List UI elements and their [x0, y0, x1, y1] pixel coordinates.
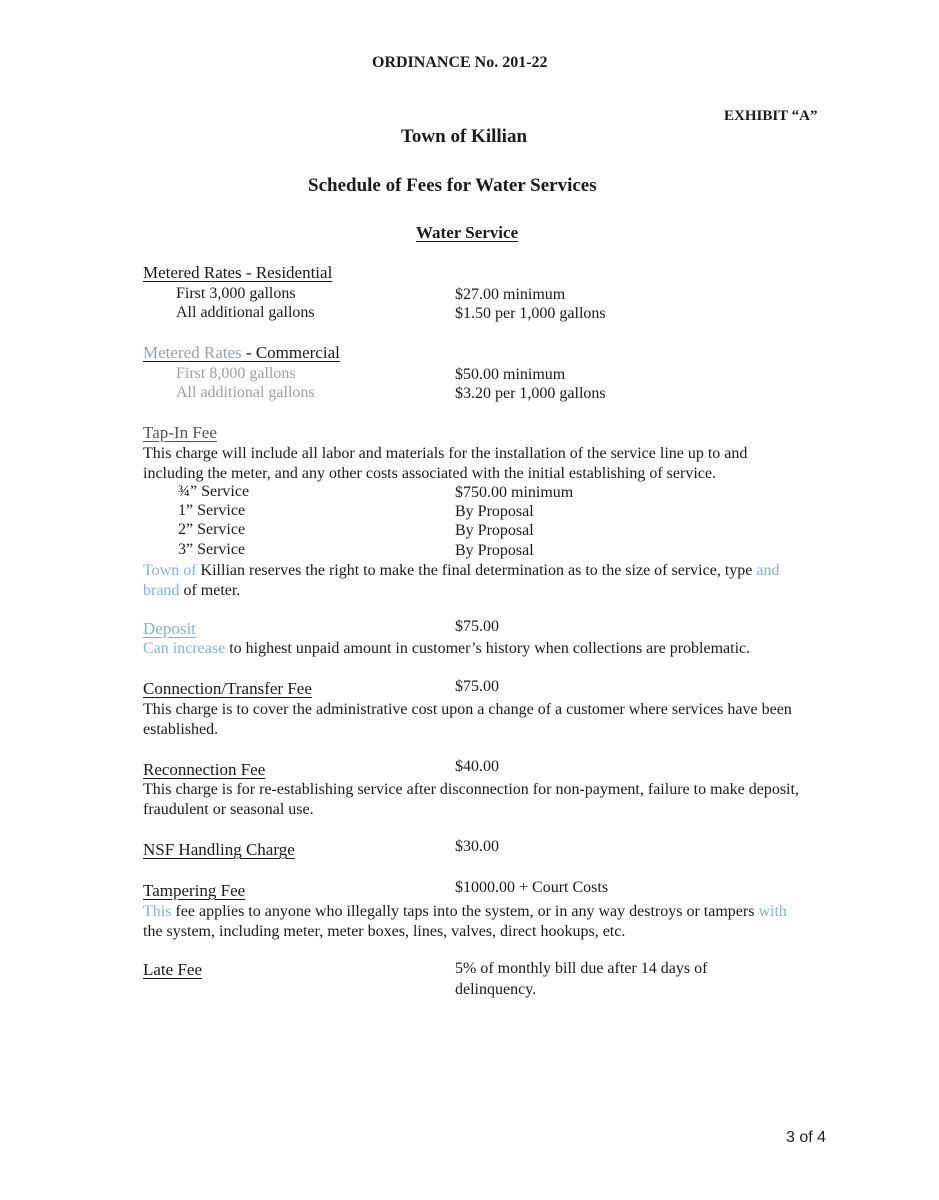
tap-in-note-end: of meter.	[179, 581, 241, 599]
commercial-row-value: $3.20 per 1,000 gallons	[455, 385, 606, 402]
deposit-amount: $75.00	[455, 618, 499, 635]
tap-in-row-value: By Proposal	[455, 522, 534, 539]
commercial-heading-faded: Metered Rates	[143, 343, 242, 362]
tap-in-row-label: 3” Service	[178, 541, 246, 558]
deposit-description-text: to highest unpaid amount in customer’s history when collections are problematic.	[225, 640, 751, 657]
document-title: Schedule of Fees for Water Services	[308, 175, 597, 196]
tampering-fee-description	[143, 902, 803, 941]
reconnection-fee-heading: Reconnection Fee	[143, 760, 266, 779]
tap-in-row-value: By Proposal	[455, 503, 534, 520]
reconnection-fee-amount: $40.00	[455, 758, 499, 775]
deposit-description-faded: Can increase	[143, 640, 226, 657]
tap-in-row-label: 2” Service	[178, 521, 246, 538]
page-number: 3 of 4	[786, 1129, 827, 1146]
late-fee-amount-line2: delinquency.	[455, 981, 537, 998]
deposit-description	[143, 639, 803, 659]
tap-in-note-faded: and brand	[143, 562, 780, 599]
tap-in-description: This charge will include all labor and materials for the installation of the service line up to and including the meter, and any other costs associated with the initial establishing of service.	[143, 445, 748, 482]
tap-in-heading: Tap-In Fee	[143, 423, 217, 442]
commercial-heading	[143, 343, 340, 363]
deposit-heading: Deposit	[143, 619, 196, 638]
section-heading: Water Service	[416, 223, 519, 242]
tap-in-row-value: $750.00 minimum	[455, 484, 574, 501]
tampering-fee-heading: Tampering Fee	[143, 881, 246, 900]
commercial-row-label: First 8,000 gallons	[176, 365, 296, 382]
tap-in-row-value: By Proposal	[455, 542, 534, 559]
residential-row-value: $27.00 minimum	[455, 286, 566, 303]
connection-fee-amount: $75.00	[455, 678, 499, 695]
residential-row-label: All additional gallons	[176, 304, 315, 321]
connection-fee-heading: Connection/Transfer Fee	[143, 679, 312, 698]
exhibit-label: EXHIBIT “A”	[724, 108, 818, 124]
late-fee-amount-line1: 5% of monthly bill due after 14 days of	[455, 960, 708, 977]
commercial-row-value: $50.00 minimum	[455, 366, 566, 383]
tap-in-note-text: Killian reserves the right to make the final determination as to the size of service, type	[196, 562, 757, 579]
ordinance-number: ORDINANCE No. 201-22	[372, 54, 548, 71]
tampering-description-text: the system, including meter, meter boxes, lines, valves, direct hookups, etc.	[143, 922, 626, 940]
commercial-row-label: All additional gallons	[176, 384, 315, 401]
commercial-heading-rest: - Commercial	[241, 343, 340, 362]
town-name: Town of Killian	[401, 126, 528, 147]
tap-in-note	[143, 561, 803, 600]
nsf-charge-amount: $30.00	[455, 838, 499, 855]
tap-in-note-faded: Town of	[143, 562, 197, 579]
nsf-charge-heading: NSF Handling Charge	[143, 840, 295, 859]
tap-in-row-label: 1” Service	[178, 502, 246, 519]
tampering-description-faded: This	[143, 903, 172, 920]
tampering-description-text: fee applies to anyone who illegally taps into the system, or in any way destroys or tampers	[171, 903, 759, 920]
tampering-fee-amount: $1000.00 + Court Costs	[455, 879, 609, 896]
residential-row-value: $1.50 per 1,000 gallons	[455, 305, 606, 322]
tampering-description-faded: with	[758, 903, 787, 920]
late-fee-heading: Late Fee	[143, 960, 202, 979]
connection-fee-description: This charge is to cover the administrative cost upon a change of a customer where services have been established.	[143, 701, 792, 738]
residential-heading: Metered Rates - Residential	[143, 263, 333, 282]
tap-in-row-label: ¾” Service	[178, 483, 250, 500]
residential-row-label: First 3,000 gallons	[176, 285, 296, 302]
reconnection-fee-description: This charge is for re-establishing service after disconnection for non-payment, failure to make deposit, fraudulent or seasonal use.	[143, 781, 799, 818]
